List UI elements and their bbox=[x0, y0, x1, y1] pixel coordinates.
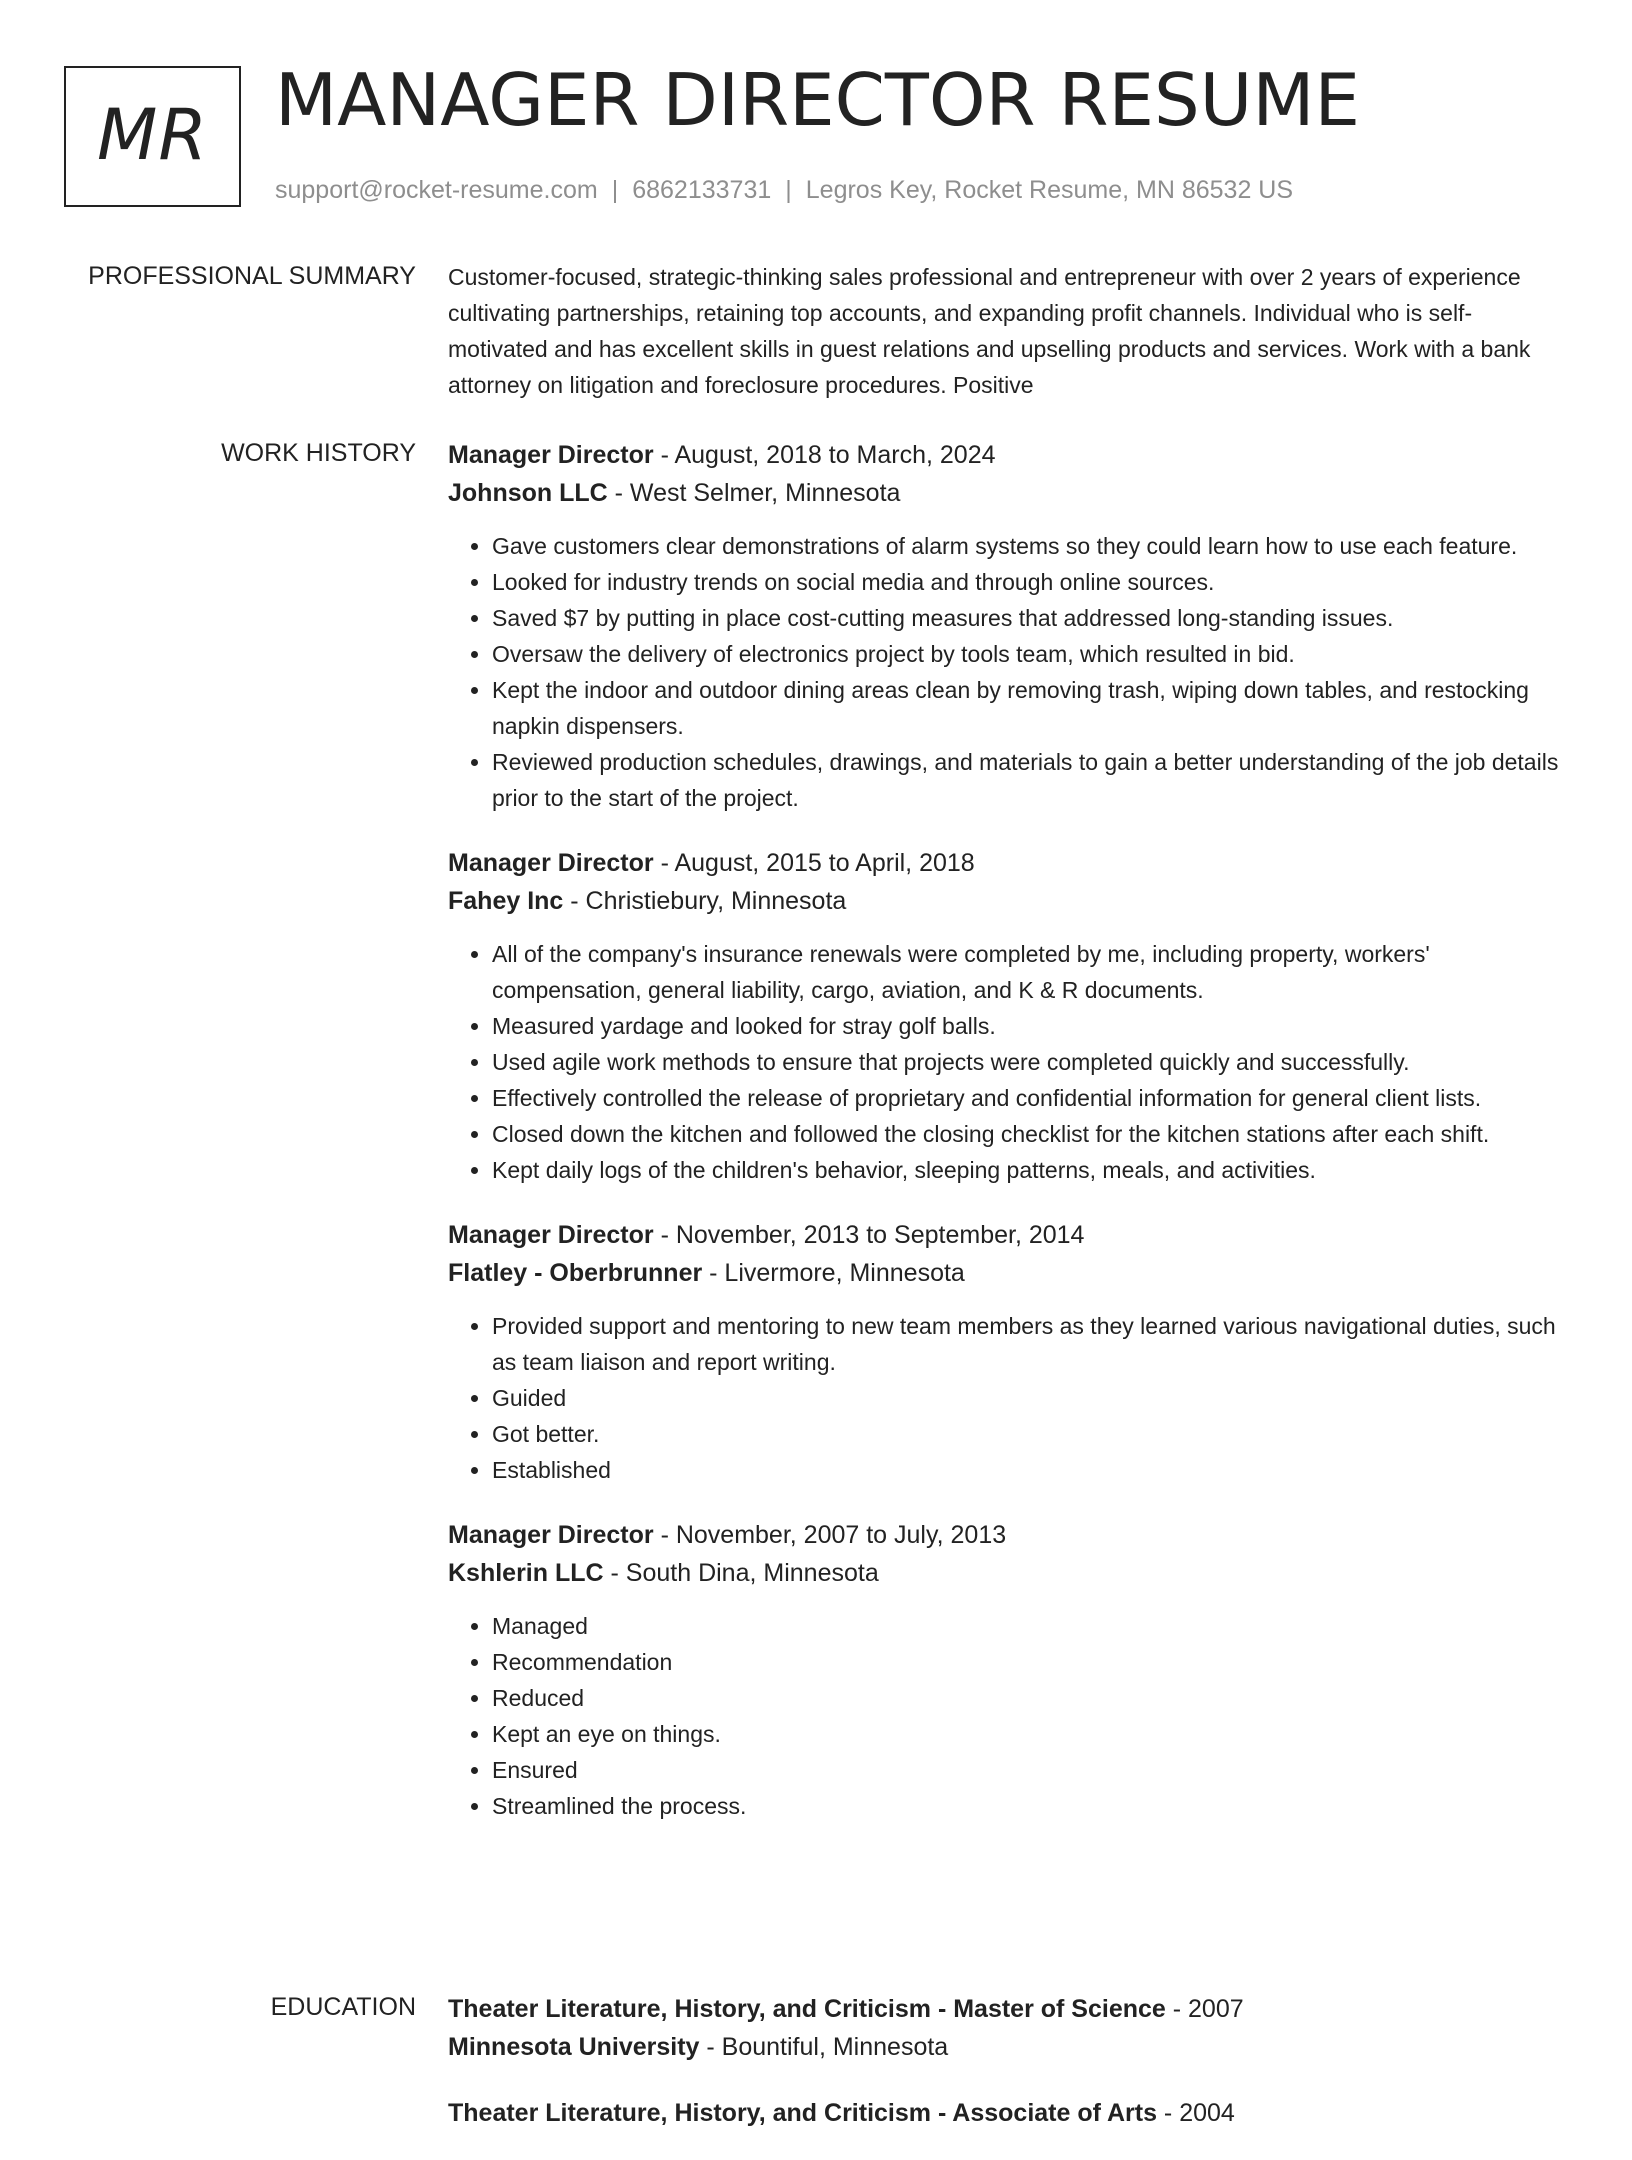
job-title-line bbox=[448, 844, 1566, 882]
job-bullet: • Kept the indoor and outdoor dining areas clean by removing trash, wiping down tables, and restocking napkin dispensers. bbox=[492, 672, 1566, 744]
degree-line bbox=[448, 2094, 1566, 2132]
school-line bbox=[448, 2028, 1566, 2066]
section-label-education: EDUCATION bbox=[270, 1993, 416, 2021]
degree-name: Theater Literature, History, and Criticism - Master of Science bbox=[448, 1995, 1166, 2023]
job-bullet: • Kept daily logs of the children's behavior, sleeping patterns, meals, and activities. bbox=[492, 1152, 1566, 1188]
job-bullet: • Closed down the kitchen and followed the closing checklist for the kitchen stations after each shift. bbox=[492, 1116, 1566, 1152]
degree-name: Theater Literature, History, and Criticism - Associate of Arts bbox=[448, 2099, 1157, 2127]
job-dates: - November, 2007 to July, 2013 bbox=[653, 1521, 1007, 1549]
job-location: - Christiebury, Minnesota bbox=[563, 887, 847, 915]
job-bullet: • Saved $7 by putting in place cost-cutting measures that addressed long-standing issues. bbox=[492, 600, 1566, 636]
job-bullet: • Streamlined the process. bbox=[492, 1788, 1566, 1824]
job-bullet: • Kept an eye on things. bbox=[492, 1716, 1566, 1752]
job-company: Johnson LLC bbox=[448, 479, 608, 507]
contact-email: support@rocket-resume.com bbox=[275, 176, 598, 204]
job-company-line bbox=[448, 1254, 1566, 1292]
job-bullet: • All of the company's insurance renewals were completed by me, including property, workers' compensation, general liability, cargo, aviation, and K & R documents. bbox=[492, 936, 1566, 1008]
job-location: - South Dina, Minnesota bbox=[603, 1559, 879, 1587]
job-company: Fahey Inc bbox=[448, 887, 564, 915]
education-entry bbox=[448, 1990, 1566, 2066]
job-company-line bbox=[448, 1554, 1566, 1592]
job-title: Manager Director bbox=[448, 849, 654, 877]
job-bullet-list bbox=[448, 936, 1566, 1188]
contact-phone: 6862133731 bbox=[632, 176, 772, 204]
job-bullet-list bbox=[448, 1608, 1566, 1824]
job-bullet-list bbox=[448, 528, 1566, 816]
job-bullet: • Managed bbox=[492, 1608, 1566, 1644]
job-company: Flatley - Oberbrunner bbox=[448, 1259, 703, 1287]
job-title-line bbox=[448, 1216, 1566, 1254]
job-title: Manager Director bbox=[448, 441, 654, 469]
job-title-line bbox=[448, 1516, 1566, 1554]
monogram-initials: MR bbox=[96, 93, 209, 176]
job-bullet: • Provided support and mentoring to new team members as they learned various navigational duties, such as team liaison and report writing. bbox=[492, 1308, 1566, 1380]
job-bullet: • Used agile work methods to ensure that projects were completed quickly and successfully. bbox=[492, 1044, 1566, 1080]
resume-title: MANAGER DIRECTOR RESUME bbox=[275, 58, 1360, 142]
job-bullet: • Recommendation bbox=[492, 1644, 1566, 1680]
job-bullet: • Effectively controlled the release of proprietary and confidential information for general client lists. bbox=[492, 1080, 1566, 1116]
education-entry bbox=[448, 2094, 1566, 2132]
job-title-line bbox=[448, 436, 1566, 474]
job-dates: - November, 2013 to September, 2014 bbox=[653, 1221, 1085, 1249]
section-label-summary: PROFESSIONAL SUMMARY bbox=[88, 262, 416, 290]
job-company: Kshlerin LLC bbox=[448, 1559, 604, 1587]
job-list bbox=[448, 436, 1566, 1852]
job-bullet: • Established bbox=[492, 1452, 1566, 1488]
contact-separator: | bbox=[785, 176, 792, 204]
job-bullet: • Got better. bbox=[492, 1416, 1566, 1452]
school-name: Minnesota University bbox=[448, 2033, 700, 2061]
school-location: - Bountiful, Minnesota bbox=[699, 2033, 949, 2061]
job-bullet: • Measured yardage and looked for stray golf balls. bbox=[492, 1008, 1566, 1044]
job-title: Manager Director bbox=[448, 1521, 654, 1549]
job-entry bbox=[448, 844, 1566, 1188]
job-entry bbox=[448, 436, 1566, 816]
degree-year: - 2007 bbox=[1165, 1995, 1244, 2023]
education-list bbox=[448, 1990, 1566, 2160]
contact-address: Legros Key, Rocket Resume, MN 86532 US bbox=[805, 176, 1294, 204]
job-bullet: • Guided bbox=[492, 1380, 1566, 1416]
job-bullet-list bbox=[448, 1308, 1566, 1488]
monogram-badge bbox=[64, 66, 241, 207]
section-label-work-history: WORK HISTORY bbox=[221, 439, 416, 467]
job-entry bbox=[448, 1516, 1566, 1824]
job-bullet: • Looked for industry trends on social media and through online sources. bbox=[492, 564, 1566, 600]
summary-text: Customer-focused, strategic-thinking sales professional and entrepreneur with over 2 years of experience cultivating partnerships, retaining top accounts, and expanding profit channels. Individual who is self-motivated and has excellent skills in guest relations and upselling products and services. Work with a bank attorney on litigation and foreclosure procedures. Positive bbox=[448, 264, 1531, 398]
job-bullet: • Gave customers clear demonstrations of alarm systems so they could learn how to use each feature. bbox=[492, 528, 1566, 564]
degree-year: - 2004 bbox=[1156, 2099, 1235, 2127]
contact-separator: | bbox=[611, 176, 619, 204]
job-company-line bbox=[448, 474, 1566, 512]
job-bullet: • Reduced bbox=[492, 1680, 1566, 1716]
job-location: - Livermore, Minnesota bbox=[702, 1259, 965, 1287]
job-dates: - August, 2015 to April, 2018 bbox=[653, 849, 975, 877]
job-bullet: • Reviewed production schedules, drawings, and materials to gain a better understanding of the job details prior to the start of the project. bbox=[492, 744, 1566, 816]
job-dates: - August, 2018 to March, 2024 bbox=[653, 441, 996, 469]
contact-line bbox=[275, 174, 1293, 206]
degree-line bbox=[448, 1990, 1566, 2028]
job-bullet: • Ensured bbox=[492, 1752, 1566, 1788]
job-entry bbox=[448, 1216, 1566, 1488]
job-location: - West Selmer, Minnesota bbox=[607, 479, 901, 507]
job-company-line bbox=[448, 882, 1566, 920]
job-title: Manager Director bbox=[448, 1221, 654, 1249]
job-bullet: • Oversaw the delivery of electronics project by tools team, which resulted in bid. bbox=[492, 636, 1566, 672]
